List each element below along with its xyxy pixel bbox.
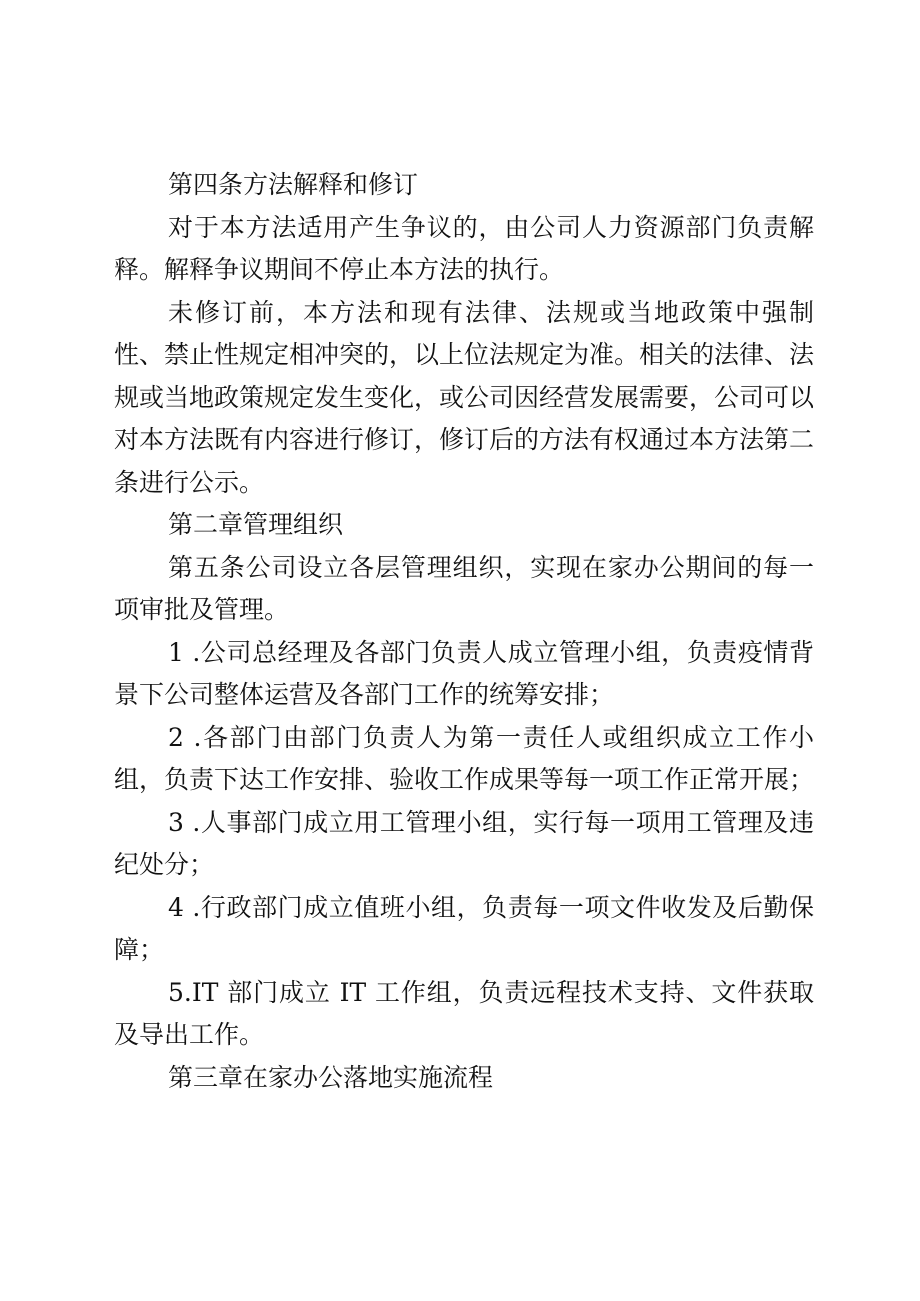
- chapter-heading-2: 第二章管理组织: [168, 510, 344, 539]
- paragraph-interpretation: 对于本方法适用产生争议的，由公司人力资源部门负责解释。解释争议期间不停止本方法的执行。: [114, 212, 814, 284]
- chapter-heading-3: 第三章在家办公落地实施流程: [168, 1062, 494, 1092]
- list-item-1: 1 .公司总经理及各部门负责人成立管理小组，负责疫情背景下公司整体运营及各部门工作的统筹安排；: [114, 637, 814, 709]
- document-body: [114, 164, 814, 1099]
- list-item-2: 2 .各部门由部门负责人为第一责任人或组织成立工作小组，负责下达工作安排、验收工作成果等每一项工作正常开展；: [114, 722, 815, 794]
- paragraph-revision: 未修订前，本方法和现有法律、法规或当地政策中强制性、禁止性规定相冲突的，以上位法规定为准。相关的法律、法规或当地政策规定发生变化，或公司因经营发展需要，公司可以对本方法既有内容进行修订，修订后的方法有权通过本方法第二条进行公示。: [114, 297, 815, 497]
- list-item-4: 4 .行政部门成立值班小组，负责每一项文件收发及后勤保障；: [114, 892, 814, 964]
- section-heading-article-5: 第五条公司设立各层管理组织，实现在家办公期间的每一项审批及管理。: [114, 552, 814, 624]
- list-item-5: 5.IT 部门成立 IT 工作组，负责远程技术支持、文件获取及导出工作。: [114, 977, 814, 1049]
- list-item-3: 3 .人事部门成立用工管理小组，实行每一项用工管理及违纪处分；: [114, 807, 814, 879]
- section-heading-article-4: 第四条方法解释和修订: [168, 170, 419, 199]
